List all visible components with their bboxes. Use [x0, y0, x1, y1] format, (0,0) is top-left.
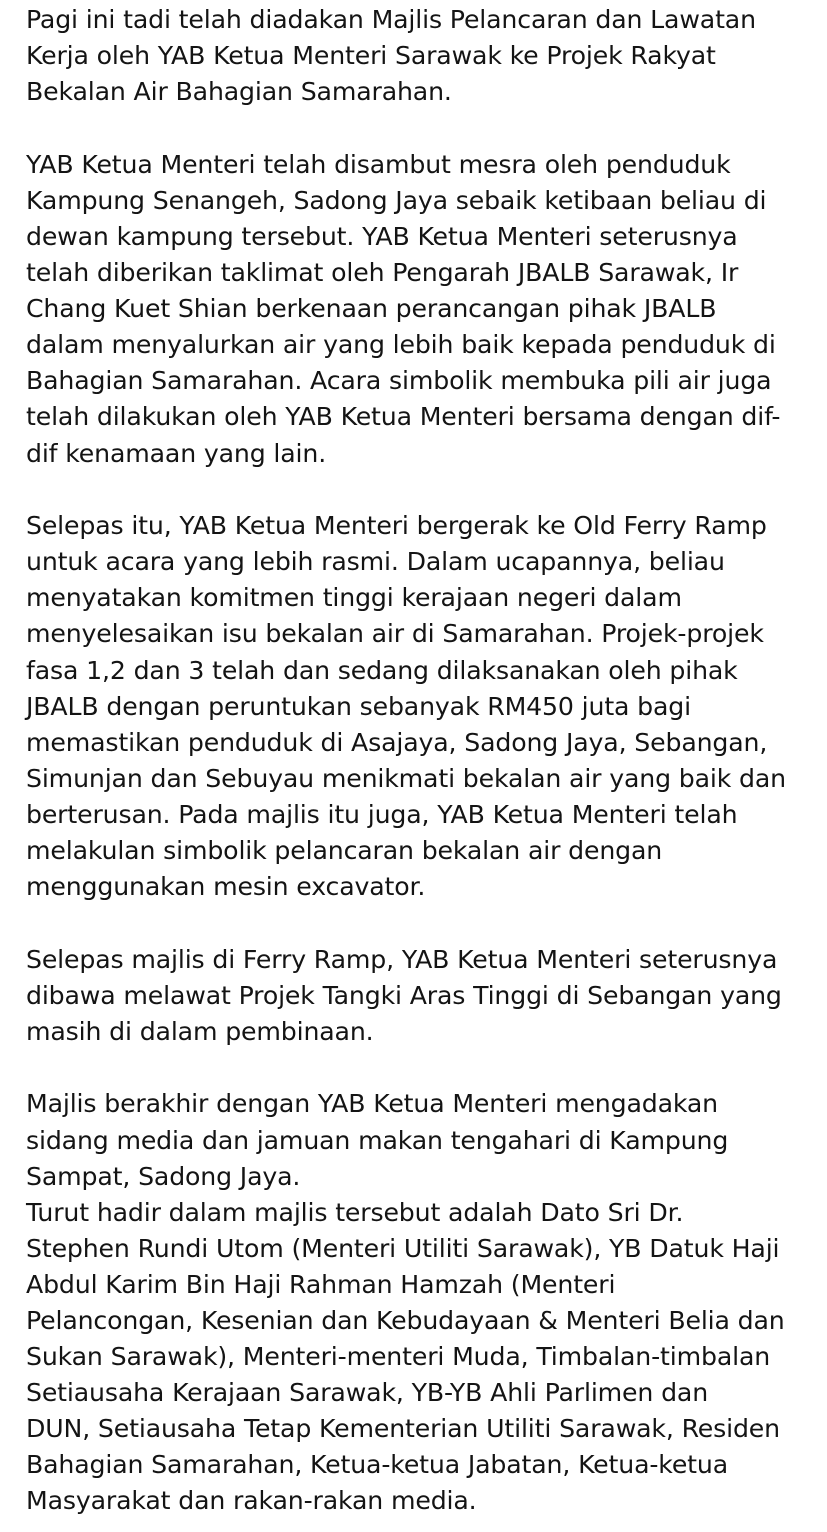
paragraph-spacer — [26, 1050, 816, 1087]
text-line: Majlis berakhir dengan YAB Ketua Menteri mengadakan — [26, 1089, 718, 1119]
text-line: Bahagian Samarahan, Ketua-ketua Jabatan, Ketua-ketua — [26, 1450, 728, 1480]
text-line: DUN, Setiausaha Tetap Kementerian Utiliti Sarawak, Residen — [26, 1414, 780, 1444]
text-line: dalam menyalurkan air yang lebih baik kepada penduduk di — [26, 330, 776, 360]
text-line: telah dilakukan oleh YAB Ketua Menteri bersama dengan dif- — [26, 402, 781, 432]
text-line: Bahagian Samarahan. Acara simbolik membuka pili air juga — [26, 366, 772, 396]
text-line: menyatakan komitmen tinggi kerajaan negeri dalam — [26, 583, 682, 613]
text-line: Kampung Senangeh, Sadong Jaya sebaik ketibaan beliau di — [26, 185, 767, 215]
paragraph-spacer — [26, 472, 816, 509]
text-line: Stephen Rundi Utom (Menteri Utiliti Sarawak), YB Datuk Haji — [26, 1233, 780, 1263]
text-line: telah diberikan taklimat oleh Pengarah JBALB Sarawak, Ir — [26, 258, 739, 288]
text-line: melakulan simbolik pelancaran bekalan air dengan — [26, 835, 663, 865]
paragraph-welcome — [26, 147, 816, 472]
paragraph-opening — [26, 2, 816, 110]
text-line: Turut hadir dalam majlis tersebut adalah Dato Sri Dr. — [26, 1197, 684, 1227]
paragraph-spacer — [26, 905, 816, 942]
text-line: dibawa melawat Projek Tangki Aras Tinggi di Sebangan yang — [26, 980, 782, 1010]
paragraph-attendees — [26, 1195, 816, 1520]
text-line: dewan kampung tersebut. YAB Ketua Menteri seterusnya — [26, 221, 738, 251]
paragraph-ferry-ramp — [26, 508, 816, 905]
text-line: menyelesaikan isu bekalan air di Samarahan. Projek-projek — [26, 619, 764, 649]
paragraph-closing — [26, 1086, 816, 1194]
text-line: JBALB dengan peruntukan sebanyak RM450 juta bagi — [26, 691, 691, 721]
text-line: Selepas majlis di Ferry Ramp, YAB Ketua Menteri seterusnya — [26, 944, 778, 974]
text-line: untuk acara yang lebih rasmi. Dalam ucapannya, beliau — [26, 547, 725, 577]
text-line: Selepas itu, YAB Ketua Menteri bergerak ke Old Ferry Ramp — [26, 511, 767, 541]
text-line: Pelancongan, Kesenian dan Kebudayaan & Menteri Belia dan — [26, 1306, 785, 1335]
text-line: YAB Ketua Menteri telah disambut mesra oleh penduduk — [26, 149, 731, 179]
text-line: Sampat, Sadong Jaya. — [26, 1161, 301, 1191]
text-line: Pagi ini tadi telah diadakan Majlis Pelancaran dan Lawatan — [26, 5, 756, 34]
text-line: berterusan. Pada majlis itu juga, YAB Ketua Menteri telah — [26, 799, 738, 829]
text-line: dif kenamaan yang lain. — [26, 438, 327, 468]
document-body — [26, 2, 816, 1520]
text-line: Setiausaha Kerajaan Sarawak, YB-YB Ahli Parlimen dan — [26, 1378, 709, 1408]
text-line: Simunjan dan Sebuyau menikmati bekalan air yang baik dan — [26, 763, 786, 793]
paragraph-tank-visit — [26, 942, 816, 1050]
text-line: Sukan Sarawak), Menteri-menteri Muda, Timbalan-timbalan — [26, 1342, 771, 1372]
text-line: Kerja oleh YAB Ketua Menteri Sarawak ke Projek Rakyat — [26, 41, 716, 71]
text-line: masih di dalam pembinaan. — [26, 1016, 374, 1046]
text-line: Bekalan Air Bahagian Samarahan. — [26, 77, 452, 107]
text-line: Abdul Karim Bin Haji Rahman Hamzah (Menteri — [26, 1269, 616, 1299]
text-line: sidang media dan jamuan makan tengahari di Kampung — [26, 1125, 729, 1155]
text-line: Masyarakat dan rakan-rakan media. — [26, 1486, 477, 1516]
text-line: Chang Kuet Shian berkenaan perancangan pihak JBALB — [26, 294, 717, 324]
paragraph-spacer — [26, 110, 816, 147]
text-line: memastikan penduduk di Asajaya, Sadong Jaya, Sebangan, — [26, 727, 768, 757]
text-line: fasa 1,2 dan 3 telah dan sedang dilaksanakan oleh pihak — [26, 655, 738, 685]
text-line: menggunakan mesin excavator. — [26, 872, 426, 902]
